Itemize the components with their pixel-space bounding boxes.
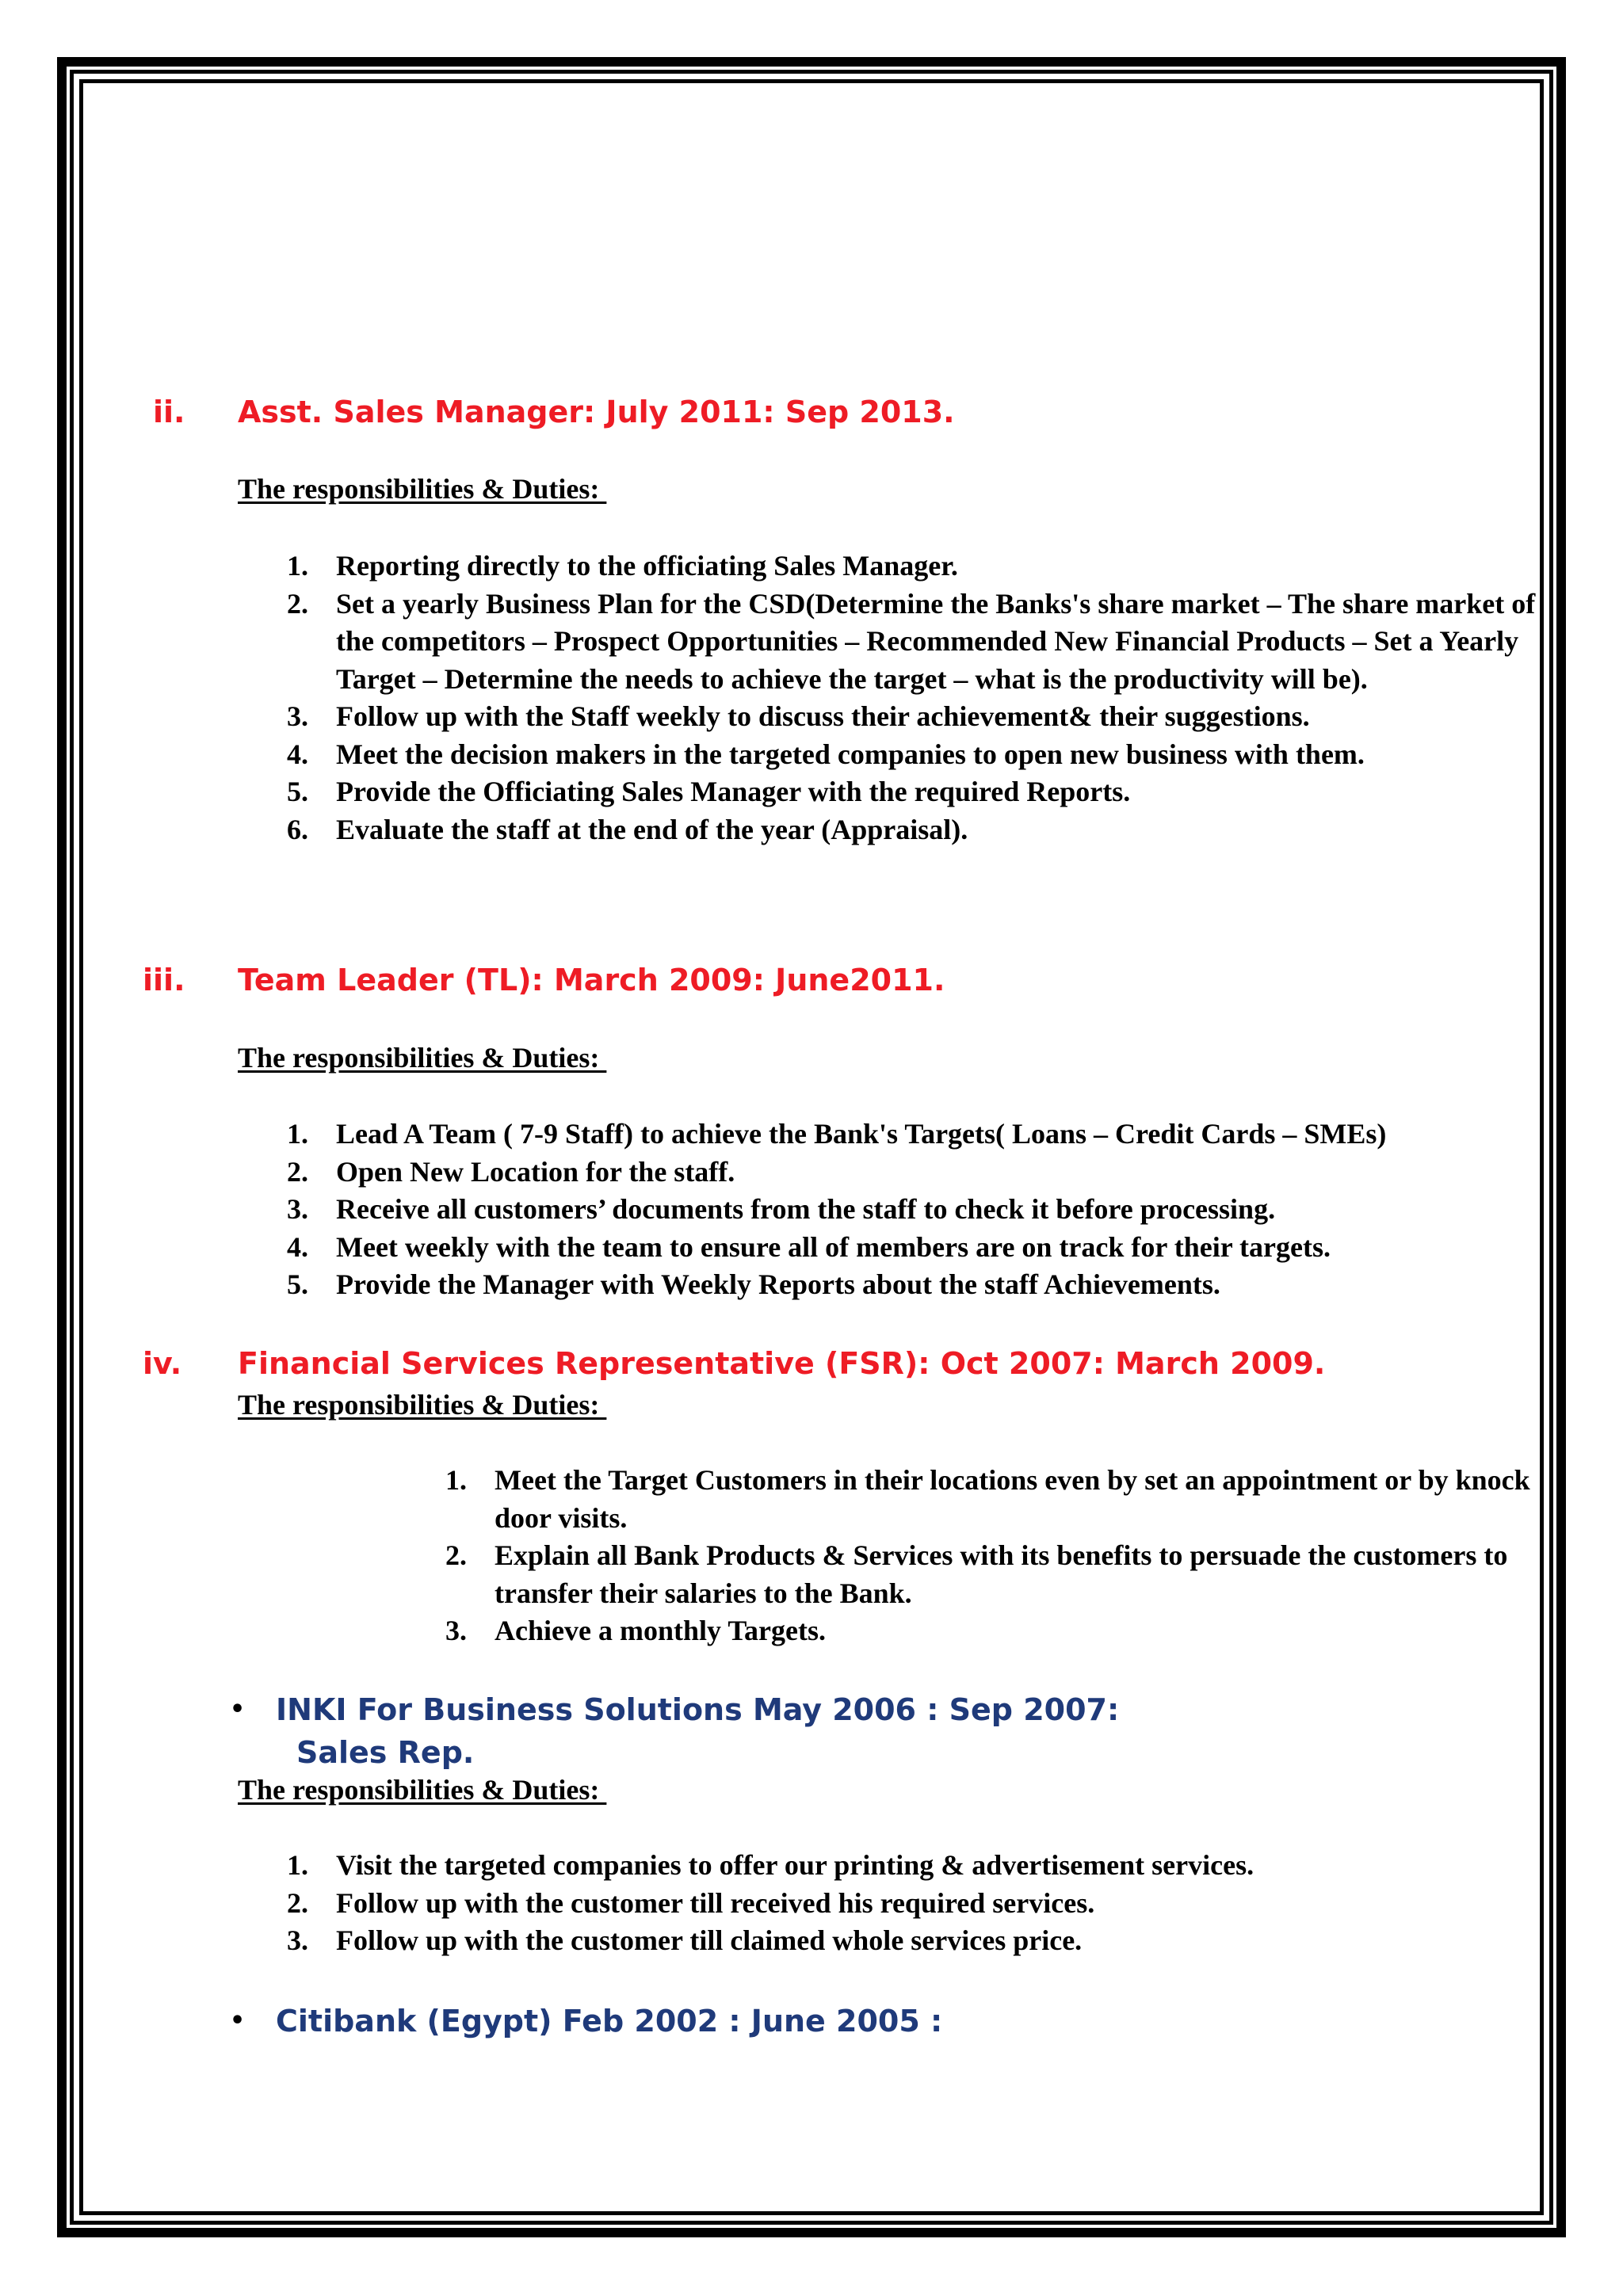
item-text: Meet the Target Customers in their locations even by set an appointment or by knock door visits. <box>495 1464 1530 1534</box>
item-text: Provide the Manager with Weekly Reports about the staff Achievements. <box>336 1268 1220 1300</box>
item-text: Provide the Officiating Sales Manager with the required Reports. <box>336 776 1131 807</box>
bullet-icon: • <box>230 1695 246 1723</box>
item-text: Open New Location for the staff. <box>336 1155 735 1188</box>
item-text: Visit the targeted companies to offer our printing & advertisement services. <box>336 1849 1254 1881</box>
item-text: Lead A Team ( 7-9 Staff) to achieve the Bank's Targets( Loans – Credit Cards – SMEs) <box>336 1118 1387 1150</box>
item-number: 3. <box>445 1615 467 1646</box>
list-item <box>287 1847 1555 1885</box>
list-item <box>287 811 1555 849</box>
section-numeral: iii. <box>143 963 185 997</box>
item-number: 6. <box>287 813 308 845</box>
item-text: Receive all customers’ documents from the staff to check it before processing. <box>336 1193 1276 1225</box>
company-role: Sales Rep. <box>296 1735 475 1770</box>
item-number: 2. <box>287 1155 308 1188</box>
list-item <box>445 1462 1555 1537</box>
list-item <box>287 1266 1555 1304</box>
company-name: INKI For Business Solutions May 2006 : Sep 2007: <box>276 1692 1120 1727</box>
item-number: 5. <box>287 1268 308 1300</box>
section-heading <box>0 393 1109 431</box>
section-title: Financial Services Representative (FSR): Oct 2007: March 2009. <box>238 1346 1326 1381</box>
list-item <box>287 1885 1555 1923</box>
item-text: Follow up with the customer till received his required services. <box>336 1886 1095 1919</box>
duties-list <box>445 1462 1555 1650</box>
item-text: Explain all Bank Products & Services with its benefits to persuade the customers to transfer their salaries to the Bank. <box>495 1539 1508 1609</box>
section-heading <box>0 1344 1506 1383</box>
list-item <box>287 1191 1555 1229</box>
item-number: 2. <box>445 1539 467 1571</box>
company-heading <box>0 1688 1268 1774</box>
duties-label: The responsibilities & Duties: <box>238 1774 607 1806</box>
item-number: 1. <box>445 1464 467 1496</box>
list-item <box>287 1922 1555 1960</box>
list-item <box>287 773 1555 811</box>
item-number: 4. <box>287 1230 308 1263</box>
item-text: Follow up with the Staff weekly to discuss their achievement& their suggestions. <box>336 700 1310 732</box>
duties-label: The responsibilities & Duties: <box>238 1389 607 1421</box>
duties-list <box>287 1847 1555 1960</box>
section-title: Team Leader (TL): March 2009: June2011. <box>238 963 945 997</box>
section-numeral: ii. <box>153 395 185 429</box>
duties-list <box>287 1116 1555 1304</box>
list-item <box>287 585 1545 699</box>
section-numeral: iv. <box>143 1346 182 1381</box>
item-number: 3. <box>287 1193 308 1225</box>
list-item <box>445 1612 1555 1650</box>
item-number: 1. <box>287 1849 308 1881</box>
item-number: 3. <box>287 1924 308 1956</box>
list-item <box>287 1116 1555 1154</box>
item-text: Follow up with the customer till claimed whole services price. <box>336 1924 1083 1956</box>
list-item <box>287 1229 1555 1267</box>
item-text: Set a yearly Business Plan for the CSD(Determine the Banks's share market – The share market of the competitors – Prospect Opportunities – Recommended New Financial Products – Set a Yearly Target – Determine the needs to achieve the target – what is the productivity will be). <box>336 587 1536 695</box>
item-text: Evaluate the staff at the end of the year (Appraisal). <box>336 813 968 845</box>
item-text: Reporting directly to the officiating Sales Manager. <box>336 550 958 582</box>
item-text: Meet the decision makers in the targeted companies to open new business with them. <box>336 738 1365 770</box>
bullet-icon: • <box>230 2007 246 2035</box>
list-item <box>445 1537 1555 1612</box>
duties-label: The responsibilities & Duties: <box>238 1042 607 1074</box>
section-title: Asst. Sales Manager: July 2011: Sep 2013. <box>238 395 955 429</box>
list-item <box>287 1154 1555 1192</box>
item-number: 1. <box>287 1118 308 1150</box>
list-item <box>287 698 1555 736</box>
company-name: Citibank (Egypt) Feb 2002 : June 2005 : <box>276 2004 943 2039</box>
duties-label: The responsibilities & Duties: <box>238 473 607 505</box>
section-heading <box>0 961 1109 999</box>
item-text: Meet weekly with the team to ensure all of members are on track for their targets. <box>336 1230 1331 1263</box>
company-heading <box>0 2000 1268 2042</box>
item-number: 1. <box>287 550 308 582</box>
duties-list <box>287 547 1555 849</box>
item-number: 5. <box>287 776 308 807</box>
item-number: 4. <box>287 738 308 770</box>
list-item <box>287 736 1555 774</box>
item-text: Achieve a monthly Targets. <box>495 1615 826 1646</box>
item-number: 2. <box>287 1886 308 1919</box>
item-number: 2. <box>287 587 308 620</box>
list-item <box>287 547 1555 585</box>
item-number: 3. <box>287 700 308 732</box>
